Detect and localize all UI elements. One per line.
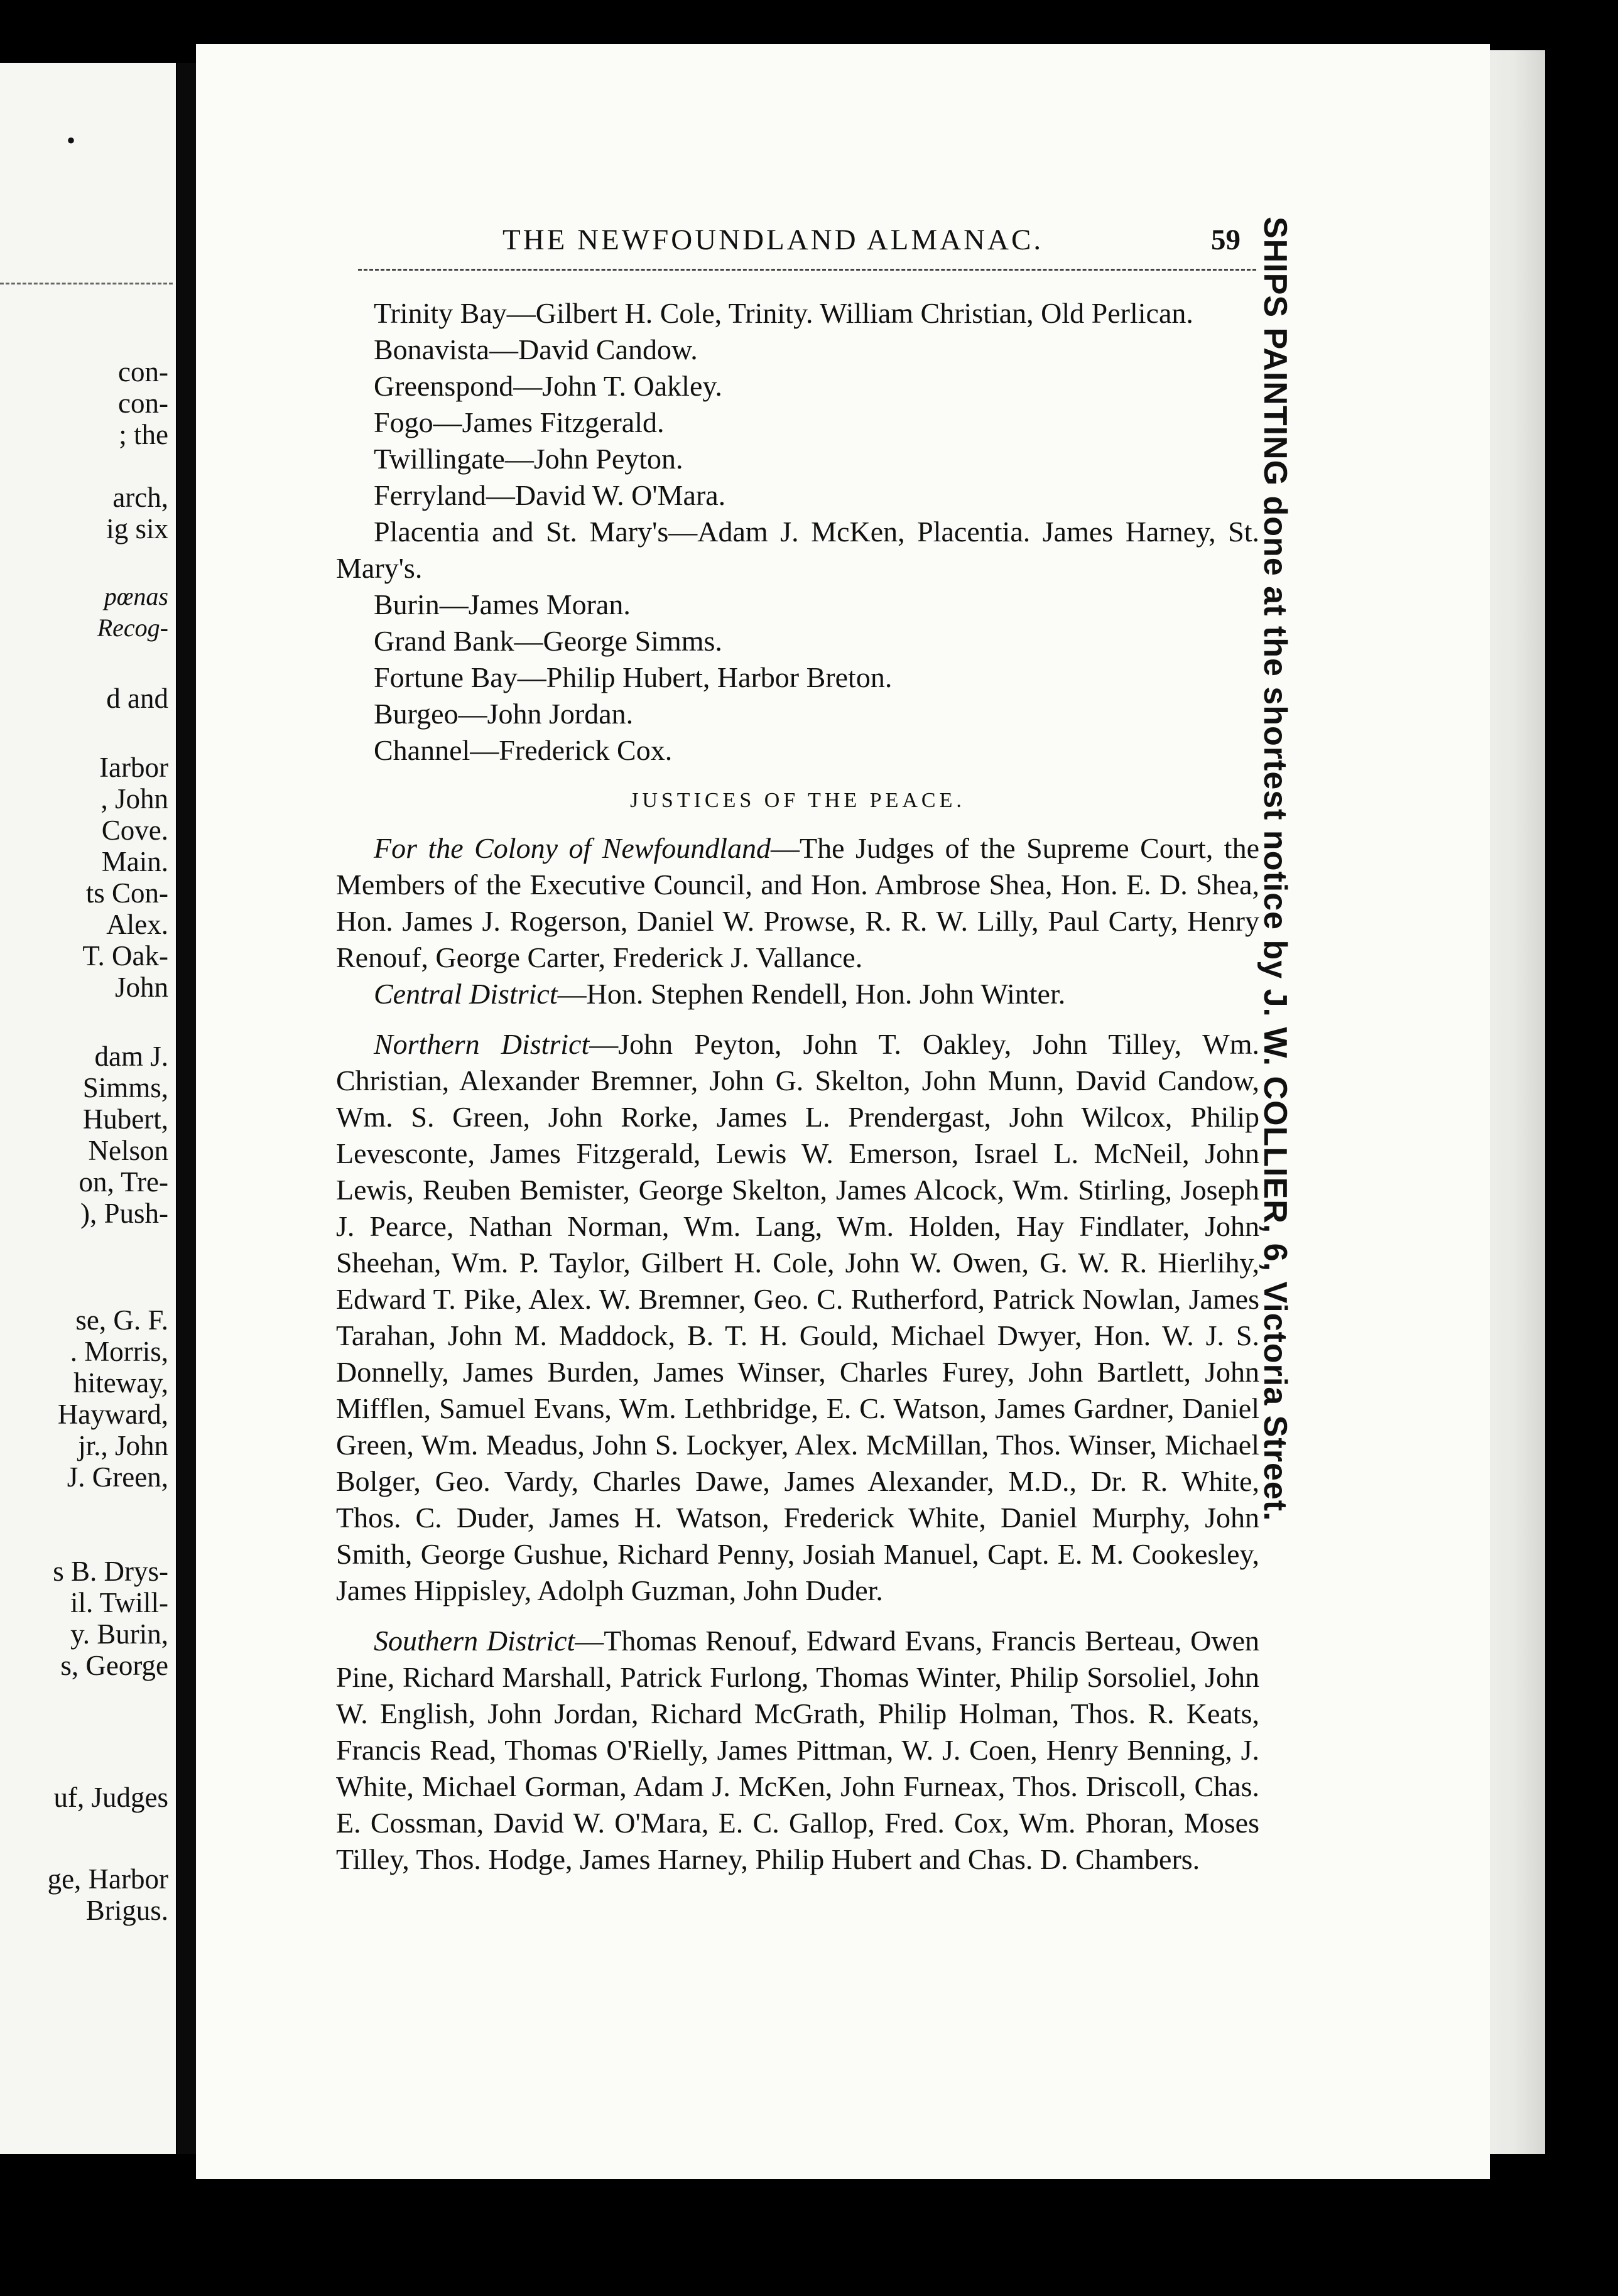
magistrate-entry: Fortune Bay—Philip Hubert, Harbor Breton.: [374, 661, 893, 693]
district-label: For the Colony of Newfoundland: [374, 832, 771, 864]
left-page-line: Hubert,: [82, 1103, 168, 1135]
ink-dot: •: [67, 126, 76, 154]
left-page-line: con-: [118, 356, 168, 387]
left-page-line: Brigus.: [85, 1895, 168, 1926]
justices-list: [336, 830, 1259, 1878]
left-page-line: ), Push-: [80, 1198, 168, 1229]
left-page-line: Main.: [101, 846, 168, 877]
magistrates-list: [336, 295, 1259, 769]
left-page-line: Hayward,: [57, 1399, 168, 1430]
magistrate-entry: Placentia and St. Mary's—Adam J. McKen, Placentia. James Harney, St. Mary's.: [336, 516, 1259, 584]
left-page-line: Recog-: [97, 614, 168, 642]
left-page-line: ge, Harbor: [47, 1863, 168, 1895]
page-body: [336, 295, 1259, 1878]
left-page-line: arch,: [112, 482, 168, 513]
running-header: THE NEWFOUNDLAND ALMANAC.: [502, 224, 1044, 256]
left-page-line: on, Tre-: [79, 1166, 168, 1198]
district-label: Northern District: [374, 1028, 590, 1060]
left-page-line: Alex.: [106, 909, 168, 940]
left-page-line: hiteway,: [73, 1367, 168, 1399]
magistrate-entry: Bonavista—David Candow.: [374, 333, 698, 366]
left-page-line: . Morris,: [70, 1336, 168, 1367]
justices-entry: [336, 976, 1259, 1012]
left-page-line: Simms,: [82, 1072, 168, 1103]
magistrate-entry: Twillingate—John Peyton.: [374, 443, 683, 475]
left-page-line: s, George: [60, 1650, 168, 1681]
left-page-line: ig six: [106, 513, 168, 544]
magistrate-entry: Channel—Frederick Cox.: [374, 734, 673, 766]
left-page-line: uf, Judges: [53, 1782, 168, 1813]
justices-names: —Thomas Renouf, Edward Evans, Francis Berteau, Owen Pine, Richard Marshall, Patrick Furlong, Thomas Winter, Philip Sorsoliel, John W. English, John Jordan, Richard McGrath, Philip Holman, Thos. R. Keats, Francis Read, Thomas O'Rielly, James Pittman, W. J. Coen, Henry Benning, J. White, Michael Gorman, Adam J. McKen, John Furneax, Thos. Driscoll, Chas. E. Cossman, David W. O'Mara, E. C. Gallop, Fred. Cox, Wm. Phoran, Moses Tilley, Thos. Hodge, James Harney, Philip Hubert and Chas. D. Chambers.: [336, 1625, 1259, 1875]
advertisement-text: SHIPS PAINTING done at the shortest notice by J. W. COLLIER, 6, Victoria Street.: [1257, 217, 1293, 1522]
left-page-line: con-: [118, 387, 168, 419]
left-page-line: ; the: [119, 419, 168, 450]
left-page-line: John: [114, 972, 168, 1003]
left-page-line: J. Green,: [67, 1461, 168, 1493]
left-page-line: jr., John: [78, 1430, 168, 1461]
justices-names: —Hon. Stephen Rendell, Hon. John Winter.: [557, 978, 1066, 1010]
side-advertisement: [1253, 217, 1297, 1963]
magistrate-entry: Burin—James Moran.: [374, 588, 631, 620]
left-page-line: il. Twill-: [70, 1587, 168, 1618]
district-label: Central District: [374, 978, 558, 1010]
magistrate-entry: Burgeo—John Jordan.: [374, 698, 634, 730]
justices-entry: [336, 1623, 1259, 1878]
magistrate-entry: Trinity Bay—Gilbert H. Cole, Trinity. William Christian, Old Perlican.: [374, 297, 1193, 329]
justices-names: —The Judges of the Supreme Court, the Members of the Executive Council, and Hon. Ambrose Shea, Hon. E. D. Shea, Hon. James J. Rogerson, Daniel W. Prowse, R. R. W. Lilly, Paul Carty, Henry Renouf, George Carter, Frederick J. Vallance.: [336, 832, 1260, 973]
left-page-line: T. Oak-: [82, 940, 168, 972]
justices-heading: JUSTICES OF THE PEACE.: [630, 789, 965, 812]
header-rule: [358, 269, 1256, 271]
left-page-rule: [0, 283, 173, 284]
justices-entry: [336, 830, 1259, 976]
justices-entry: [336, 1026, 1259, 1609]
left-page-line: pœnas: [104, 582, 168, 610]
magistrate-entry: Grand Bank—George Simms.: [374, 625, 722, 657]
left-page-line: Cove.: [101, 815, 168, 846]
left-page-line: Iarbor: [99, 752, 168, 783]
page-number: 59: [1211, 224, 1241, 256]
left-page-line: ts Con-: [85, 877, 168, 909]
left-page-line: d and: [106, 683, 168, 714]
district-label: Southern District: [374, 1625, 575, 1657]
left-page-line: y. Burin,: [70, 1618, 168, 1650]
book-gutter: [177, 63, 196, 2154]
left-page-line: se, G. F.: [75, 1304, 168, 1336]
magistrate-entry: Fogo—James Fitzgerald.: [374, 406, 665, 438]
left-page-line: dam J.: [94, 1041, 168, 1072]
justices-names: —John Peyton, John T. Oakley, John Tilley, Wm. Christian, Alexander Bremner, John G. Skelton, John Munn, David Candow, Wm. S. Green, John Rorke, James L. Prendergast, John Wilcox, Philip Levesconte, James Fitzgerald, Lewis W. Emerson, Israel L. McNeil, John Lewis, Reuben Bemister, George Skelton, James Alcock, Wm. Stirling, Joseph J. Pearce, Nathan Norman, Wm. Lang, Wm. Holden, Hay Findlater, John Sheehan, Wm. P. Taylor, Gilbert H. Cole, John W. Owen, G. W. R. Hierlihy, Edward T. Pike, Alex. W. Bremner, Geo. C. Rutherford, Patrick Nowlan, James Tarahan, John M. Maddock, B. T. H. Gould, Michael Dwyer, Hon. W. J. S. Donnelly, James Burden, James Winser, Charles Furey, John Bartlett, John Mifflen, Samuel Evans, Wm. Lethbridge, E. C. Watson, James Gardner, Daniel Green, Wm. Meadus, John S. Lockyer, Alex. McMillan, Thos. Winser, Michael Bolger, Geo. Vardy, Charles Dawe, James Alexander, M.D., Dr. R. White, Thos. C. Duder, James H. Watson, Frederick White, Daniel Murphy, John Smith, George Gushue, Richard Penny, Josiah Manuel, Capt. E. M. Cookesley, James Hippisley, Adolph Guzman, John Duder.: [336, 1028, 1259, 1606]
magistrate-entry: Ferryland—David W. O'Mara.: [374, 479, 726, 511]
left-page-line: Nelson: [88, 1135, 168, 1166]
magistrate-entry: Greenspond—John T. Oakley.: [374, 370, 722, 402]
left-page-line: s B. Drys-: [53, 1556, 168, 1587]
left-page-fragment: [0, 63, 176, 2154]
left-page-line: , John: [100, 783, 168, 815]
